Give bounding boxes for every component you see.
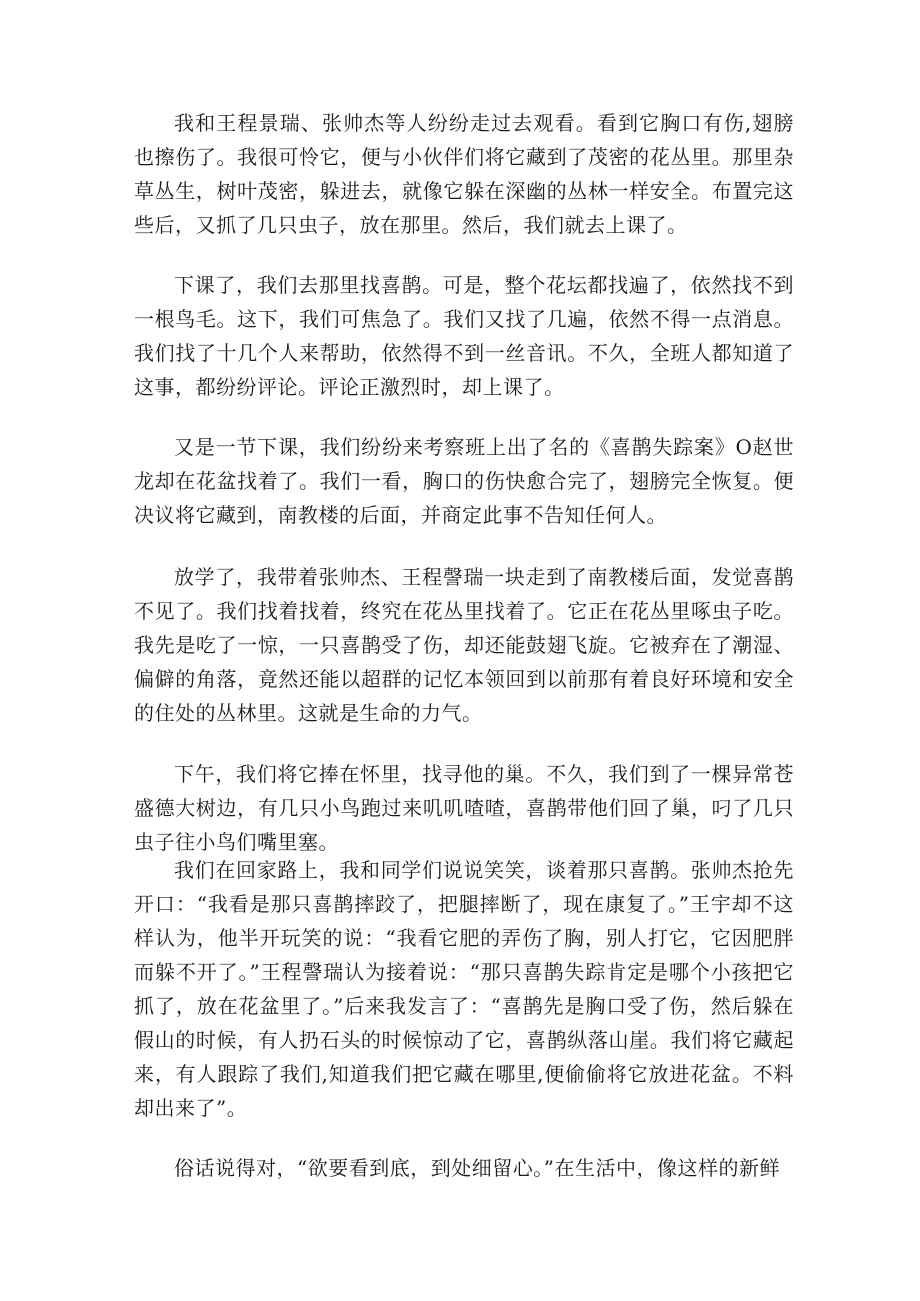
paragraph-5 <box>134 757 794 859</box>
paragraph-7 <box>134 1151 794 1185</box>
paragraph-1 <box>134 106 794 242</box>
paragraph-7-text: 俗话说得对，“欲要看到底，到处细留心。”在生活中，像这样的新鲜 <box>174 1156 780 1180</box>
paragraph-5-text: 下午，我们将它捧在怀里，找寻他的巢。不久，我们到了一棵异常苍盛德大树边，有几只小鸟跑过来叽叽喳喳，喜鹊带他们回了巢，叼了几只虫子往小鸟们嘴里塞。 <box>134 762 794 854</box>
paragraph-3-text: 又是一节下课，我们纷纷来考察班上出了名的《喜鹊失踪案》O赵世龙却在花盆找着了。我们一看，胸口的伤快愈合完了，翅膀完全恢复。便决议将它藏到，南教楼的后面，并商定此事不告知任何人。 <box>134 435 794 527</box>
paragraph-2 <box>134 268 794 404</box>
paragraph-4 <box>134 560 794 730</box>
paragraph-2-text: 下课了，我们去那里找喜鹊。可是，整个花坛都找遍了，依然找不到一根鸟毛。这下，我们可焦急了。我们又找了几遍，依然不得一点消息。我们找了十几个人来帮助，依然得不到一丝音讯。不久，全班人都知道了这事，都纷纷评论。评论正激烈时，却上课了。 <box>134 273 794 399</box>
paragraph-4-text: 放学了，我带着张帅杰、王程謦瑞一块走到了南教楼后面，发觉喜鹊不见了。我们找着找着，终究在花丛里找着了。它正在花丛里啄虫子吃。我先是吃了一惊，一只喜鹊受了伤，却还能鼓翅飞旋。它被弃在了潮湿、偏僻的角落，竟然还能以超群的记忆本领回到以前那有着良好环境和安全的住处的丛林里。这就是生命的力气。 <box>134 565 794 725</box>
paragraph-1-text: 我和王程景瑞、张帅杰等人纷纷走过去观看。看到它胸口有伤,翅膀也擦伤了。我很可怜它，便与小伙伴们将它藏到了茂密的花丛里。那里杂草丛生，树叶茂密，躲进去，就像它躲在深幽的丛林一样安全。布置完这些后，又抓了几只虫子，放在那里。然后，我们就去上课了。 <box>134 111 794 237</box>
paragraph-6 <box>134 853 794 1125</box>
paragraph-6-text: 我们在回家路上，我和同学们说说笑笑，谈着那只喜鹊。张帅杰抢先开口：“我看是那只喜鹊摔跤了，把腿摔断了，现在康复了。”王宇却不这样认为，他半开玩笑的说：“我看它肥的弄伤了胸，别人打它，它因肥胖而躲不开了。”王程謦瑞认为接着说：“那只喜鹊失踪肯定是哪个小孩把它抓了，放在花盆里了。”后来我发言了：“喜鹊先是胸口受了伤，然后躲在假山的时候，有人扔石头的时候惊动了它，喜鹊纵落山崖。我们将它藏起来，有人跟踪了我们,知道我们把它藏在哪里,便偷偷将它放进花盆。不料却出来了”。 <box>134 858 794 1120</box>
paragraph-3 <box>134 430 794 532</box>
